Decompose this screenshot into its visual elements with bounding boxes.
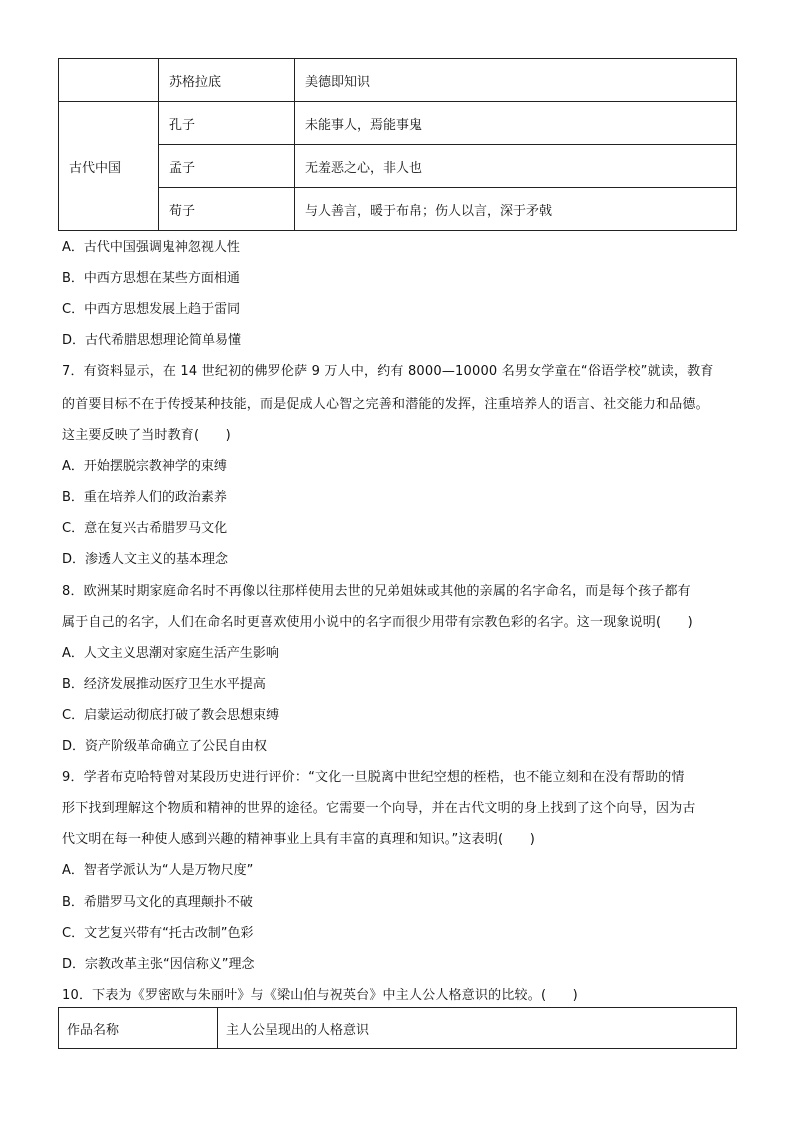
q8-option-a: A．人文主义思潮对家庭生活产生影响 <box>62 646 279 661</box>
q9-stem-line-1: 9．学者布克哈特曾对某段历史进行评价：“文化一旦脱离中世纪空想的桎梏，也不能立刻和在没有帮助的情 <box>62 770 685 785</box>
table-header-row <box>59 1008 737 1049</box>
q7-stem-line-2: 的首要目标不在于传授某种技能，而是促成人心智之完善和潜能的发挥，注重培养人的语言、社交能力和品德。 <box>62 397 709 412</box>
q9-option-c: C．文艺复兴带有“托古改制”色彩 <box>62 926 254 941</box>
table-cell-name: 荀子 <box>159 188 295 231</box>
table-cell-empty <box>59 59 159 102</box>
q7-option-d: D．渗透人文主义的基本理念 <box>62 552 229 567</box>
table-row <box>59 188 737 231</box>
table-cell-name: 孔子 <box>159 102 295 145</box>
q6-option-a: A．古代中国强调鬼神忽视人性 <box>62 240 240 255</box>
q7-option-a: A．开始摆脱宗教神学的束缚 <box>62 459 227 474</box>
q9-stem-line-3: 代文明在每一种使人感到兴趣的精神事业上具有丰富的真理和知识。”这表明( ) <box>62 832 535 847</box>
comparison-table <box>58 1007 737 1049</box>
q7-stem-line-1: 7．有资料显示，在 14 世纪初的佛罗伦萨 9 万人中，约有 8000—10000 名男女学童在“俗语学校”就读，教育 <box>62 364 714 379</box>
q6-option-c: C．中西方思想发展上趋于雷同 <box>62 302 241 317</box>
q8-stem-line-1: 8．欧洲某时期家庭命名时不再像以往那样使用去世的兄弟姐妹或其他的亲属的名字命名，而是每个孩子都有 <box>62 584 691 599</box>
q8-option-d: D．资产阶级革命确立了公民自由权 <box>62 739 268 754</box>
q7-stem-line-3: 这主要反映了当时教育( ) <box>62 428 231 443</box>
q7-option-c: C．意在复兴古希腊罗马文化 <box>62 521 228 536</box>
table-cell-view: 未能事人，焉能事鬼 <box>295 102 737 145</box>
q6-option-d: D．古代希腊思想理论简单易懂 <box>62 333 242 348</box>
q6-option-b: B．中西方思想在某些方面相通 <box>62 271 240 286</box>
table-header-work: 作品名称 <box>59 1008 218 1049</box>
table-row <box>59 102 737 145</box>
q9-option-d: D．宗教改革主张“因信称义”理念 <box>62 957 255 972</box>
q10-stem: 10．下表为《罗密欧与朱丽叶》与《梁山伯与祝英台》中主人公人格意识的比较。( ) <box>62 988 578 1003</box>
q7-option-b: B．重在培养人们的政治素养 <box>62 490 227 505</box>
table-cell-view: 美德即知识 <box>295 59 737 102</box>
q8-stem-line-2: 属于自己的名字，人们在命名时更喜欢使用小说中的名字而很少用带有宗教色彩的名字。这一现象说明( ) <box>62 615 693 630</box>
table-cell-group-label: 古代中国 <box>59 102 159 231</box>
table-cell-name: 孟子 <box>159 145 295 188</box>
q8-option-c: C．启蒙运动彻底打破了教会思想束缚 <box>62 708 280 723</box>
table-row <box>59 145 737 188</box>
philosophers-table <box>58 58 737 231</box>
table-cell-view: 无羞恶之心，非人也 <box>295 145 737 188</box>
table-cell-view: 与人善言，暖于布帛；伤人以言，深于矛戟 <box>295 188 737 231</box>
q9-option-b: B．希腊罗马文化的真理颠扑不破 <box>62 895 253 910</box>
table-row <box>59 59 737 102</box>
table-header-personality: 主人公呈现出的人格意识 <box>218 1008 737 1049</box>
table-cell-name: 苏格拉底 <box>159 59 295 102</box>
q9-stem-line-2: 形下找到理解这个物质和精神的世界的途径。它需要一个向导，并在古代文明的身上找到了这个向导，因为古 <box>62 801 696 816</box>
q8-option-b: B．经济发展推动医疗卫生水平提高 <box>62 677 266 692</box>
q9-option-a: A．智者学派认为“人是万物尺度” <box>62 863 254 878</box>
